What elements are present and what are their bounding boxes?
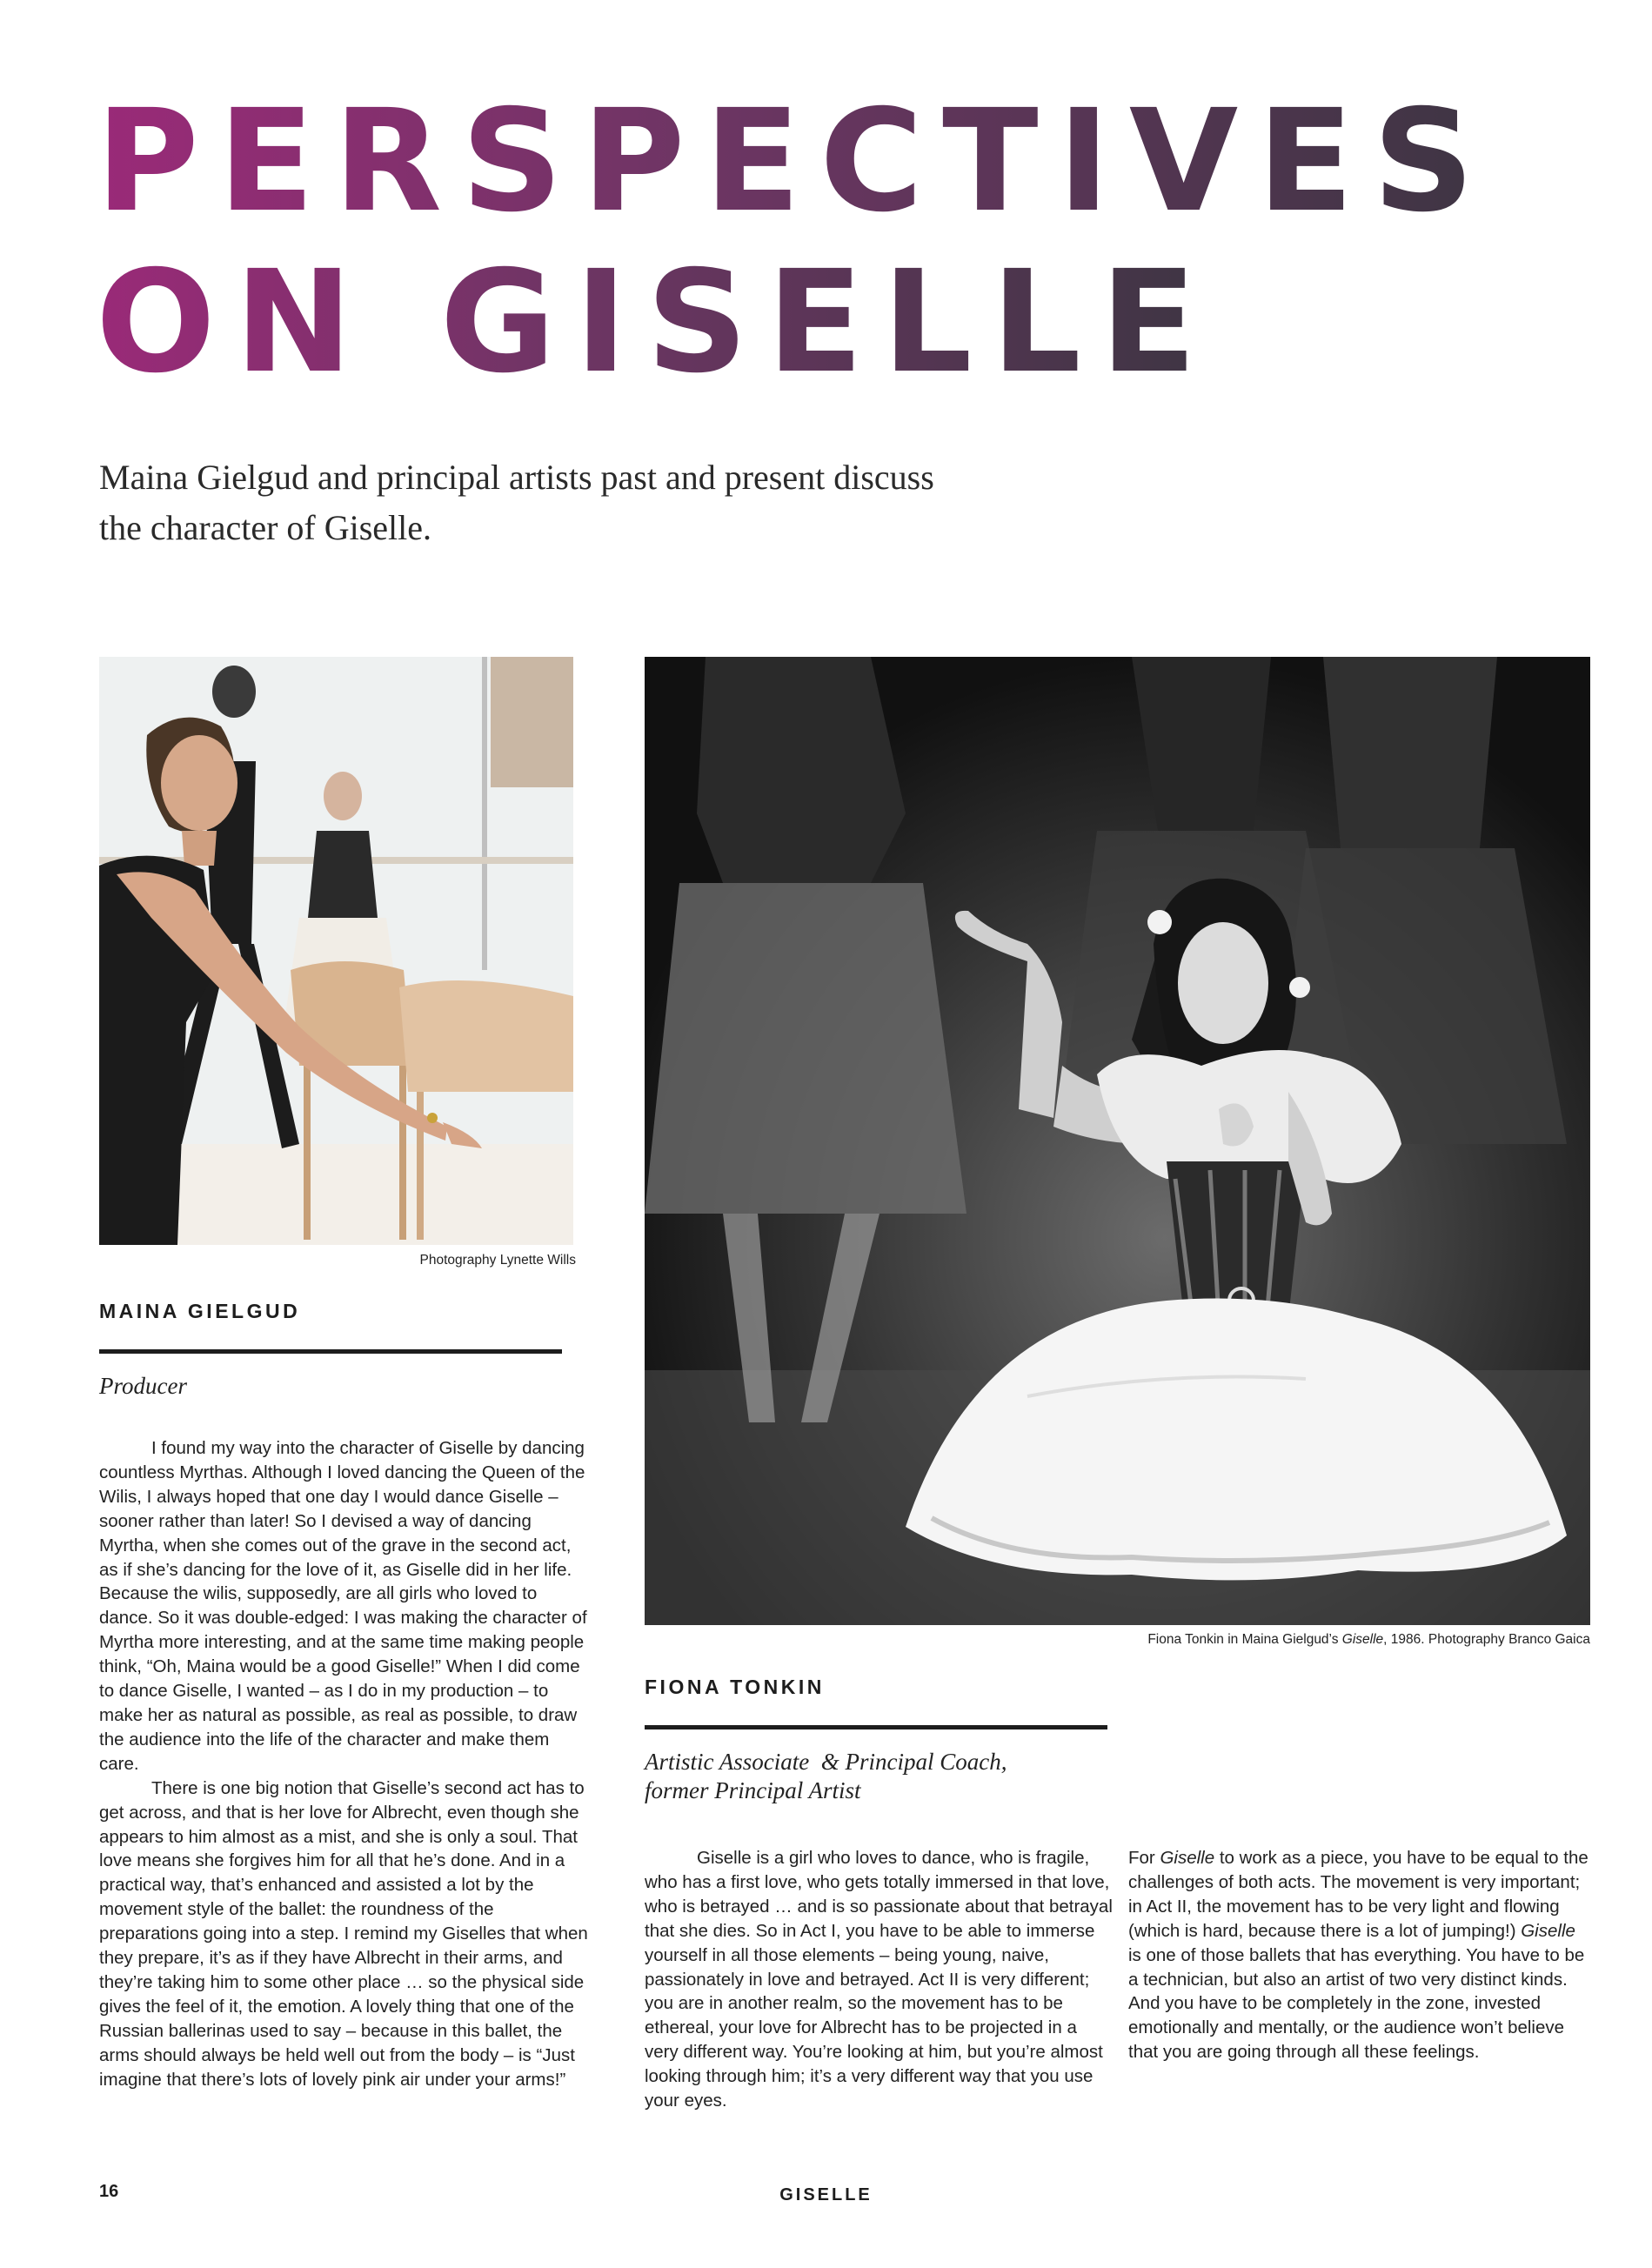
subtitle: Maina Gielgud and principal artists past and present discuss the character of Giselle. xyxy=(99,458,934,547)
role-fiona-line-1: Artistic Associate & Principal Coach, xyxy=(645,1749,1007,1775)
fiona-p2-text-b: to work as a piece, you have to be equal to the challenges of both acts. The movement is very important; in Act II, the movement has to be very light and flowing (which is hard, because there is a lot of jumping!) xyxy=(1128,1848,1588,1941)
maina-body-text xyxy=(99,1436,588,2091)
divider-rule-maina xyxy=(99,1349,562,1354)
page-title-line-2: ON GISELLE xyxy=(96,241,1216,405)
fiona-p2-italic-a: Giselle xyxy=(1160,1848,1215,1868)
fiona-paragraph-1-text: Giselle is a girl who loves to dance, who is fragile, who has a first love, who gets totally immersed in that love, who is betrayed … and is so passionate about that betrayal that she dies. So in Act I, you have to be able to immerse yourself in all those elements – being young, naive, passionately in love and betrayed. Act II is very different; you are in another realm, so the movement has to be ethereal, your love for Albrecht has to be projected in a very different way. You’re looking at him, but you’re almost looking through him; it’s a very different way that you use your eyes. xyxy=(645,1848,1113,2111)
photo-credit-fiona-text-end: , 1986. Photography Branco Gaica xyxy=(1383,1632,1590,1647)
fiona-p2-text-a: For xyxy=(1128,1848,1160,1868)
role-maina: Producer xyxy=(99,1373,187,1399)
photo-maina-gielgud xyxy=(99,657,573,1245)
footer-title: GISELLE xyxy=(779,2185,873,2204)
fiona-photo-illustration xyxy=(645,657,1590,1625)
name-heading-maina: MAINA GIELGUD xyxy=(99,1300,301,1322)
photo-fiona-tonkin xyxy=(645,657,1590,1625)
divider-rule-fiona xyxy=(645,1725,1107,1729)
photo-credit-fiona-text: Fiona Tonkin in Maina Gielgud’s xyxy=(1147,1632,1342,1647)
role-fiona-line-2: former Principal Artist xyxy=(645,1777,861,1803)
maina-photo-illustration xyxy=(99,657,573,1245)
fiona-paragraph-2 xyxy=(1128,1846,1593,2064)
page-number: 16 xyxy=(99,2182,119,2201)
maina-paragraph-2 xyxy=(99,1776,588,2092)
photo-credit-maina: Photography Lynette Wills xyxy=(419,1253,576,1268)
maina-paragraph-2-text: There is one big notion that Giselle’s second act has to get across, and that is her love for Albrecht, even though she appears to him almost as a mist, and she is only a soul. That love means she forgives him for all that he’s done. And in a practical way, that’s enhanced and assisted a lot by the movement style of the ballet: the roundness of the preparations going into a step. I remind my Giselles that when they prepare, it’s as if they have Albrecht in their arms, and they’re taking him to some other place … so the physical side gives the feel of it, the emotion. A lovely thing that one of the Russian ballerinas used to say – because in this ballet, the arms should always be held well out from the body – is “Just imagine that there’s lots of lovely pink air under your arms!” xyxy=(99,1777,588,2090)
page-title-line-1: PERSPECTIVES xyxy=(96,80,1494,244)
photo-credit-fiona-italic: Giselle xyxy=(1341,1632,1384,1647)
maina-paragraph-1 xyxy=(99,1436,588,1776)
name-heading-fiona: FIONA TONKIN xyxy=(645,1676,825,1698)
photo-credit-fiona xyxy=(645,1632,1590,1648)
fiona-p2-text-c: is one of those ballets that has everything. You have to be a technician, but also an artist of two very distinct kinds. And you have to be completely in the zone, invested emotionally and mentally, or the audience won’t believe that you are going through all these feelings. xyxy=(1128,1944,1585,2063)
fiona-paragraph-1 xyxy=(645,1846,1113,2113)
role-fiona xyxy=(645,1748,1132,1805)
maina-paragraph-1-text: I found my way into the character of Giselle by dancing countless Myrthas. Although I loved dancing the Queen of the Wilis, I always hoped that one day I would dance Giselle – sooner rather than later! So I devised a way of dancing Myrtha, when she comes out of the grave in the second act, as if she’s dancing for the love of it, as Giselle did in her life. Because the wilis, supposedly, are all girls who loved to dance. So it was double-edged: I was making the character of Myrtha more interesting, and at the same time making people think, “Oh, Maina would be a good Giselle!” When I did come to dance Giselle, I wanted – as I do in my production – to make her as natural as possible, as real as possible, to draw the audience into the life of the character and make them care. xyxy=(99,1438,587,1774)
fiona-p2-italic-b: Giselle xyxy=(1521,1920,1575,1941)
